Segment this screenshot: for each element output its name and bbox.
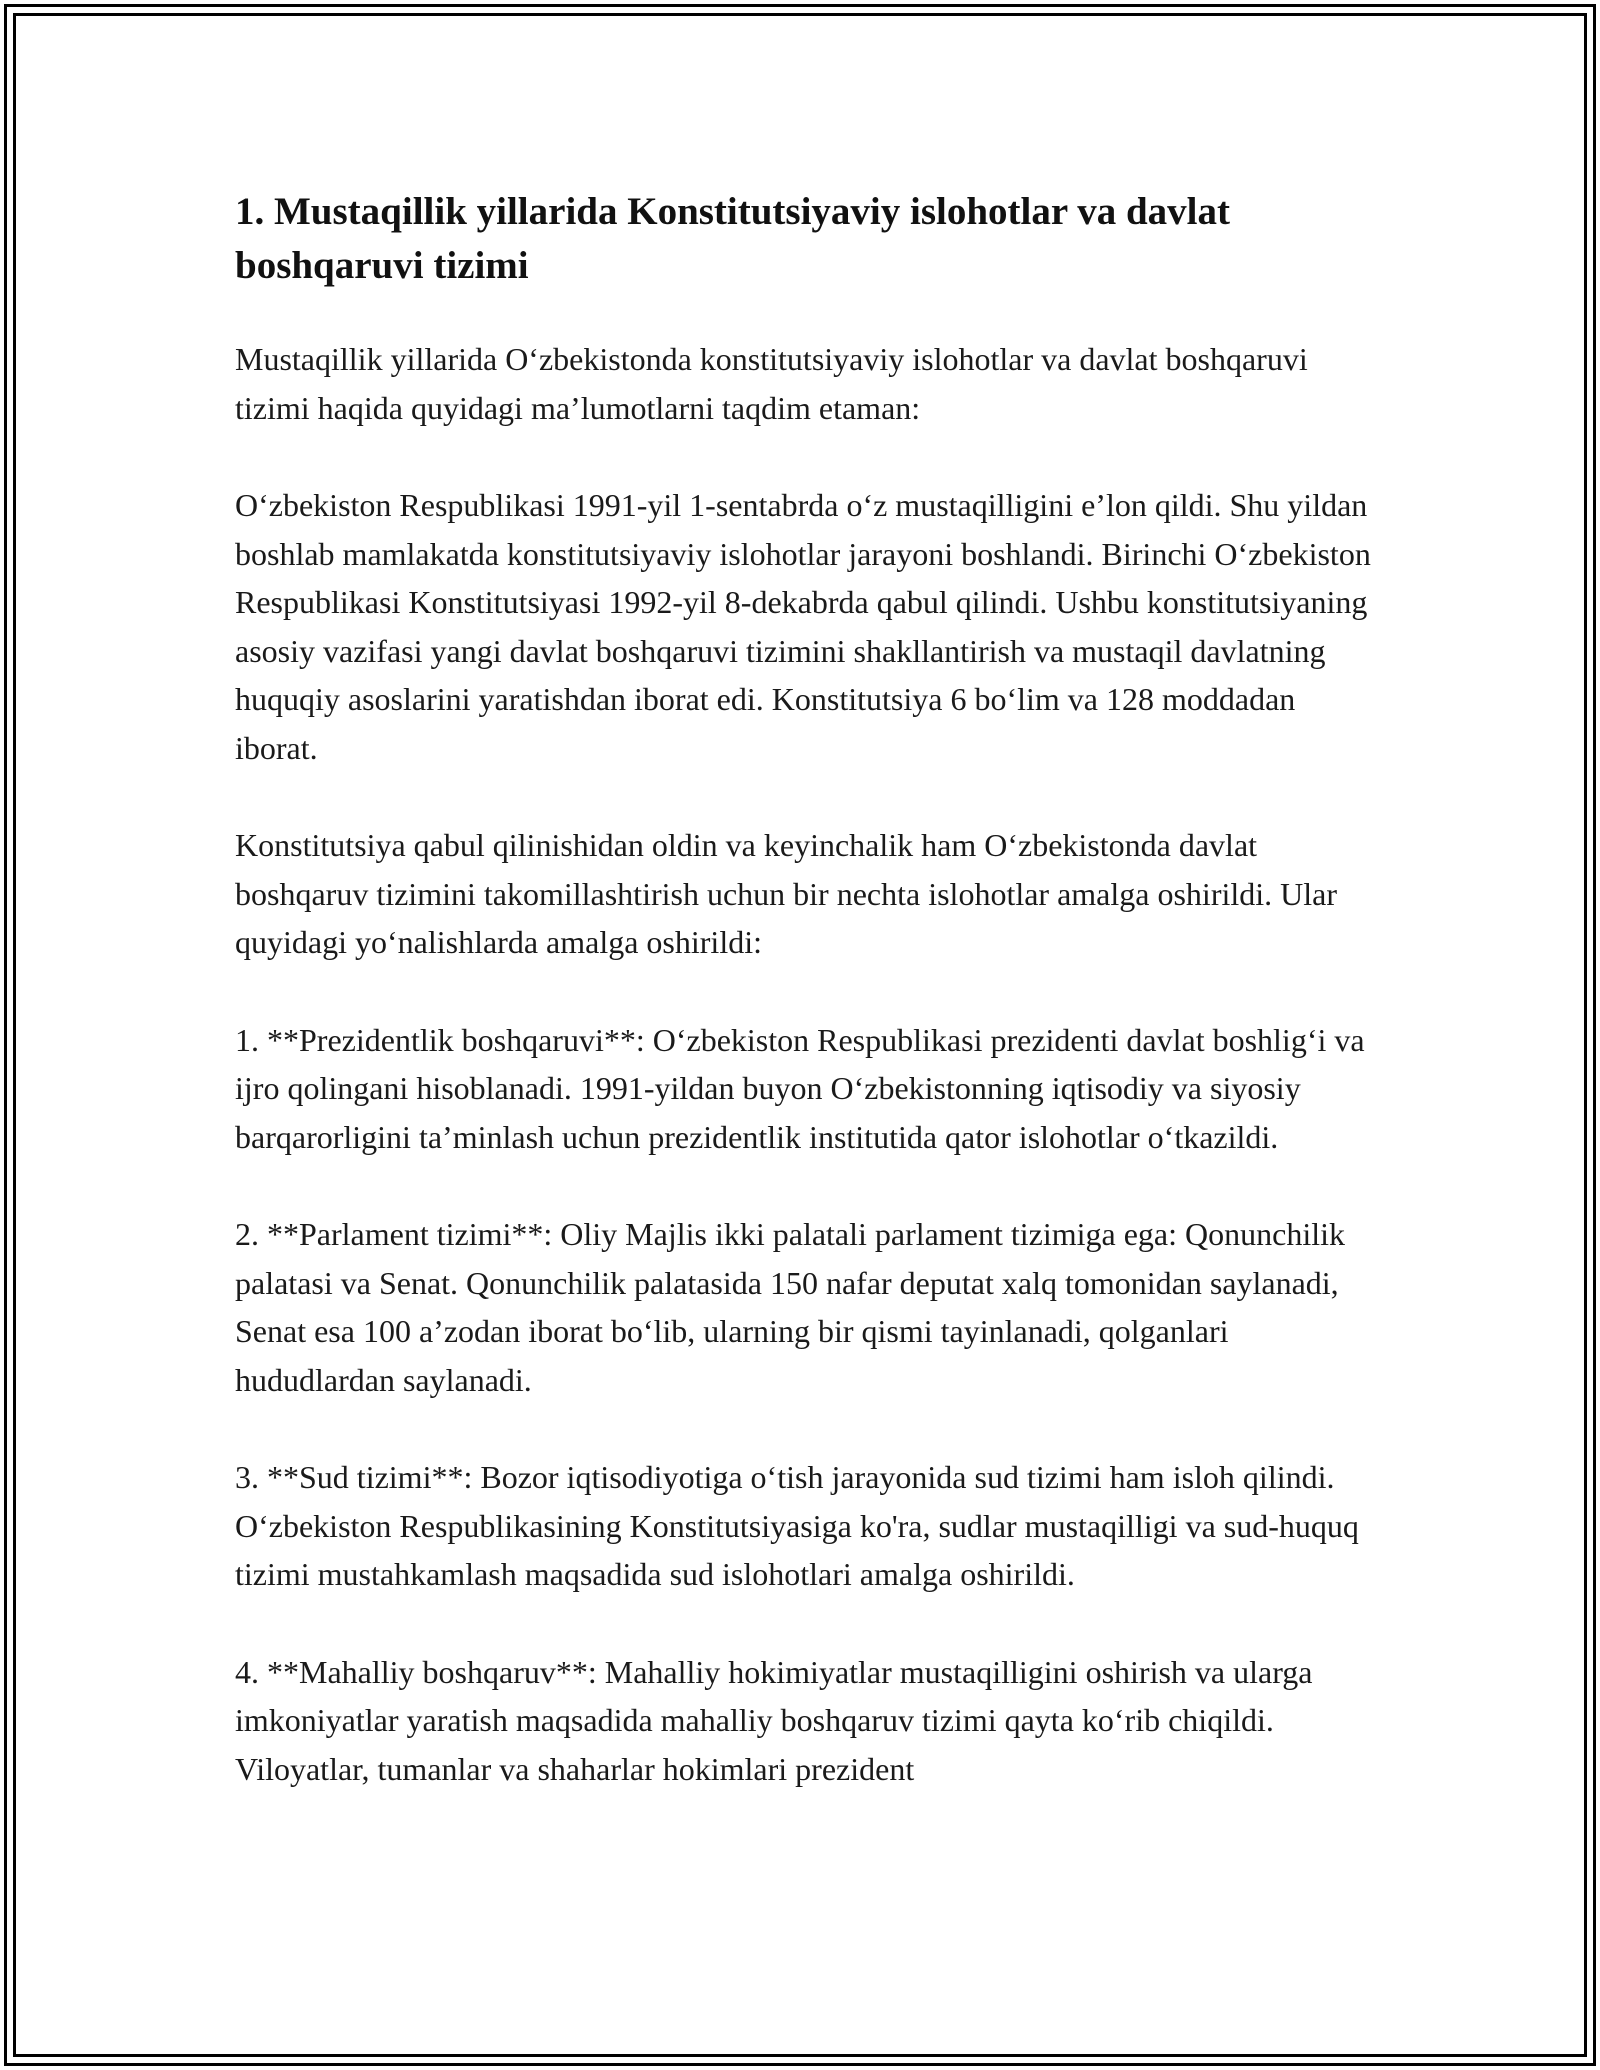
document-body [235, 185, 1375, 1842]
list-item-local-government: 4. **Mahalliy boshqaruv**: Mahalliy hokimiyatlar mustaqilligini oshirish va ularga imkoniyatlar yaratish maqsadida mahalliy boshqaruv tizimi qayta ko‘rib chiqildi. Viloyatlar, tumanlar va shaharlar hokimlari prezident [235, 1653, 1313, 1787]
list-item-parliament: 2. **Parlament tizimi**: Oliy Majlis ikki palatali parlament tizimiga ega: Qonunchilik palatasi va Senat. Qonunchilik palatasida 150 nafar deputat xalq tomonidan saylanadi, Senat esa 100 a’zodan iborat bo‘lib, ularning bir qismi tayinlanadi, qolganlari hududlardan saylanadi. [235, 1216, 1345, 1398]
list-item-judiciary: 3. **Sud tizimi**: Bozor iqtisodiyotiga o‘tish jarayonida sud tizimi ham isloh qilindi. O‘zbekiston Respublikasining Konstitutsiyasiga ko'ra, sudlar mustaqilligi va sud-huquq tizimi mustahkamlash maqsadida sud islohotlari amalga oshirildi. [235, 1459, 1359, 1592]
reforms-paragraph: Konstitutsiya qabul qilinishidan oldin va keyinchalik ham O‘zbekistonda davlat boshqaruv tizimini takomillashtirish uchun bir nechta islohotlar amalga oshirildi. Ular quyidagi yo‘nalishlarda amalga oshirildi: [235, 827, 1337, 960]
intro-paragraph: Mustaqillik yillarida O‘zbekistonda konstitutsiyaviy islohotlar va davlat boshqaruvi tizimi haqida quyidagi ma’lumotlarni taqdim etaman: [235, 341, 1308, 426]
document-title: 1. Mustaqillik yillarida Konstitutsiyaviy islohotlar va davlat boshqaruvi tizimi [235, 190, 1230, 287]
list-item-presidency: 1. **Prezidentlik boshqaruvi**: O‘zbekiston Respublikasi prezidenti davlat boshlig‘i va ijro qolingani hisoblanadi. 1991-yildan buyon O‘zbekistonning iqtisodiy va siyosiy barqarorligini ta’minlash uchun prezidentlik institutida qator islohotlar o‘tkazildi. [235, 1021, 1365, 1155]
independence-paragraph: O‘zbekiston Respublikasi 1991-yil 1-sentabrda o‘z mustaqilligini e’lon qildi. Shu yildan boshlab mamlakatda konstitutsiyaviy islohotlar jarayoni boshlandi. Birinchi O‘zbekiston Respublikasi Konstitutsiyasi 1992-yil 8-dekabrda qabul qilindi. Ushbu konstitutsiyaning asosiy vazifasi yangi davlat boshqaruvi tizimini shakllantirish va mustaqil davlatning huquqiy asoslarini yaratishdan iborat edi. Konstitutsiya 6 bo‘lim va 128 moddadan iborat. [235, 487, 1371, 766]
